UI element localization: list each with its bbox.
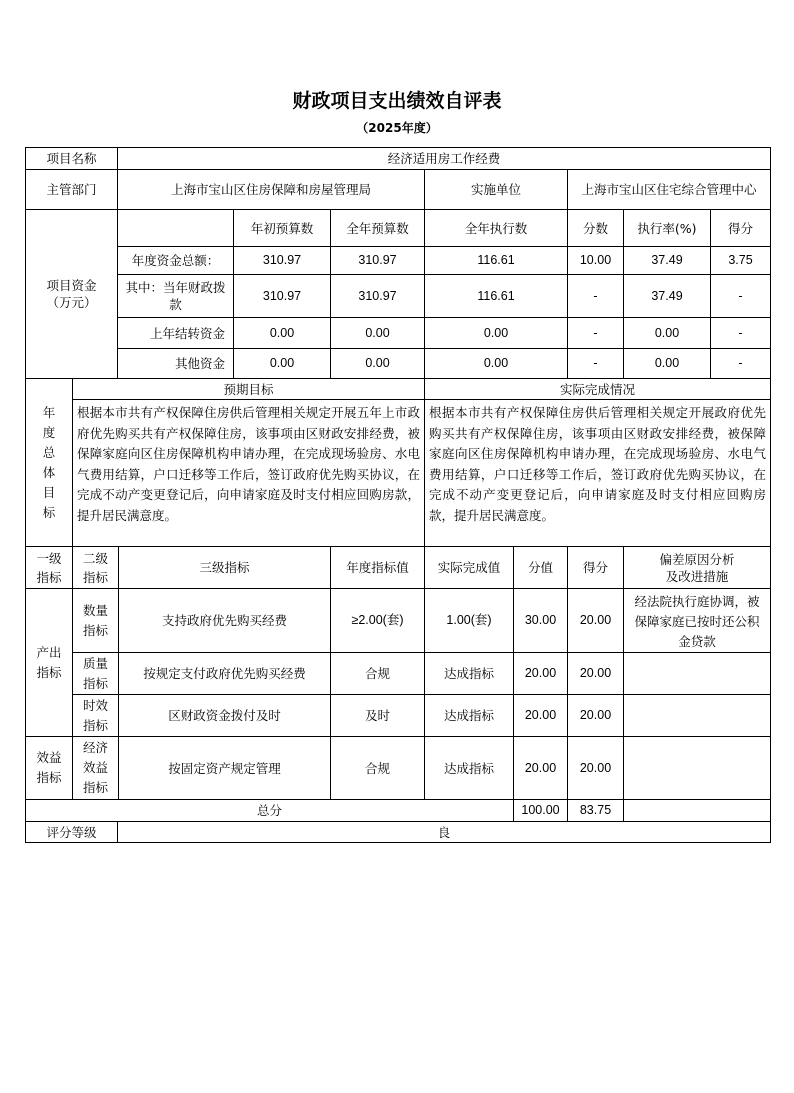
indicator-header-l1: 一级指标 xyxy=(25,546,73,589)
project-name-label: 项目名称 xyxy=(25,147,118,170)
indicator-note xyxy=(623,694,771,737)
funds-header-blank xyxy=(117,209,234,247)
indicator-score: 20.00 xyxy=(513,694,568,737)
indicator-target: 合规 xyxy=(330,652,425,695)
funds-row-label: 上年结转资金 xyxy=(117,317,234,349)
indicator-header-target: 年度指标值 xyxy=(330,546,425,589)
indicator-header-score: 分值 xyxy=(513,546,568,589)
dept-label: 主管部门 xyxy=(25,169,118,210)
funds-cell: 37.49 xyxy=(623,274,711,318)
funds-row-label: 其他资金 xyxy=(117,348,234,379)
total-note-blank xyxy=(623,799,771,822)
impl-value: 上海市宝山区住宅综合管理中心 xyxy=(567,169,771,210)
indicator-score: 20.00 xyxy=(513,736,568,800)
indicator-header-actual: 实际完成值 xyxy=(424,546,514,589)
funds-cell: - xyxy=(710,274,771,318)
indicator-header-l2: 二级指标 xyxy=(72,546,119,589)
indicator-note: 经法院执行庭协调，被保障家庭已按时还公积金贷款 xyxy=(623,588,771,653)
benefit-indicator-label: 效益指标 xyxy=(25,736,73,800)
total-got: 83.75 xyxy=(567,799,624,822)
indicator-got: 20.00 xyxy=(567,588,624,653)
funds-cell: - xyxy=(567,317,624,349)
indicator-header-got: 得分 xyxy=(567,546,624,589)
indicator-header-l3: 三级指标 xyxy=(118,546,331,589)
indicator-actual: 达成指标 xyxy=(424,736,514,800)
funds-col-header: 全年预算数 xyxy=(330,209,425,247)
funds-cell: 0.00 xyxy=(330,317,425,349)
project-name-value: 经济适用房工作经费 xyxy=(117,147,771,170)
funds-cell: 10.00 xyxy=(567,246,624,275)
indicator-got: 20.00 xyxy=(567,652,624,695)
funds-cell: 310.97 xyxy=(330,274,425,318)
grade-value: 良 xyxy=(117,821,771,843)
funds-cell: 310.97 xyxy=(233,246,331,275)
page-title: 财政项目支出绩效自评表 xyxy=(292,90,502,112)
total-label: 总分 xyxy=(25,799,514,822)
indicator-score: 30.00 xyxy=(513,588,568,653)
indicator-actual: 达成指标 xyxy=(424,652,514,695)
funds-row-label: 其中：当年财政拨款 xyxy=(117,274,234,318)
funds-cell: - xyxy=(710,317,771,349)
indicator-note xyxy=(623,736,771,800)
actual-completion-header: 实际完成情况 xyxy=(424,378,771,400)
funds-col-header: 执行率(%) xyxy=(623,209,711,247)
funds-cell: 0.00 xyxy=(623,317,711,349)
funds-cell: 310.97 xyxy=(330,246,425,275)
total-score: 100.00 xyxy=(513,799,568,822)
indicator-l2: 数量指标 xyxy=(72,588,119,653)
actual-completion-text: 根据本市共有产权保障住房供后管理相关规定开展政府优先购买共有产权保障住房，该事项由区财政安排经费，被保障家庭向区住房保障机构申请办理，在完成现场验房、水电气费用结算，户口迁移等工作后，签订政府优先购买协议，在完成不动产变更登记后，向申请家庭及时支付相应回购房款，提升居民满意度。 xyxy=(424,399,771,547)
indicator-actual: 达成指标 xyxy=(424,694,514,737)
expected-goal-header: 预期目标 xyxy=(72,378,425,400)
indicator-l2: 时效指标 xyxy=(72,694,119,737)
funds-cell: - xyxy=(567,348,624,379)
funds-cell: 0.00 xyxy=(233,317,331,349)
grade-label: 评分等级 xyxy=(25,821,118,843)
indicator-l3: 区财政资金拨付及时 xyxy=(118,694,331,737)
funds-col-header: 全年执行数 xyxy=(424,209,568,247)
expected-goal-text: 根据本市共有产权保障住房供后管理相关规定开展五年上市政府优先购买共有产权保障住房，该事项由区财政安排经费，被保障家庭向区住房保障机构申请办理，在完成现场验房、水电气费用结算，户口迁移等工作后，签订政府优先购买协议，在完成不动产变更登记后，向申请家庭及时支付相应回购房款，提升居民满意度。 xyxy=(72,399,425,547)
indicator-l3: 支持政府优先购买经费 xyxy=(118,588,331,653)
goals-section-label: 年度总体目标 xyxy=(25,378,73,547)
indicator-l2: 经济效益指标 xyxy=(72,736,119,800)
indicator-header-note: 偏差原因分析 及改进措施 xyxy=(623,546,771,589)
indicator-got: 20.00 xyxy=(567,736,624,800)
output-indicator-label: 产出指标 xyxy=(25,588,73,737)
funds-col-header: 分数 xyxy=(567,209,624,247)
funds-row-label: 年度资金总额： xyxy=(117,246,234,275)
funds-cell: 0.00 xyxy=(424,317,568,349)
indicator-l3: 按固定资产规定管理 xyxy=(118,736,331,800)
funds-cell: 0.00 xyxy=(330,348,425,379)
dept-value: 上海市宝山区住房保障和房屋管理局 xyxy=(117,169,425,210)
indicator-target: 及时 xyxy=(330,694,425,737)
impl-label: 实施单位 xyxy=(424,169,568,210)
funds-col-header: 得分 xyxy=(710,209,771,247)
indicator-target: 合规 xyxy=(330,736,425,800)
page-subtitle-year: （2025年度） xyxy=(356,121,438,135)
funds-col-header: 年初预算数 xyxy=(233,209,331,247)
funds-section-label: 项目资金 （万元） xyxy=(25,209,118,379)
funds-cell: 0.00 xyxy=(233,348,331,379)
funds-cell: - xyxy=(567,274,624,318)
funds-cell: 0.00 xyxy=(623,348,711,379)
funds-cell: 310.97 xyxy=(233,274,331,318)
funds-cell: 0.00 xyxy=(424,348,568,379)
indicator-note xyxy=(623,652,771,695)
funds-cell: 3.75 xyxy=(710,246,771,275)
funds-cell: 116.61 xyxy=(424,274,568,318)
funds-cell: - xyxy=(710,348,771,379)
indicator-target: ≥2.00(套) xyxy=(330,588,425,653)
indicator-l3: 按规定支付政府优先购买经费 xyxy=(118,652,331,695)
indicator-l2: 质量指标 xyxy=(72,652,119,695)
indicator-actual: 1.00(套) xyxy=(424,588,514,653)
funds-cell: 116.61 xyxy=(424,246,568,275)
funds-cell: 37.49 xyxy=(623,246,711,275)
indicator-score: 20.00 xyxy=(513,652,568,695)
indicator-got: 20.00 xyxy=(567,694,624,737)
